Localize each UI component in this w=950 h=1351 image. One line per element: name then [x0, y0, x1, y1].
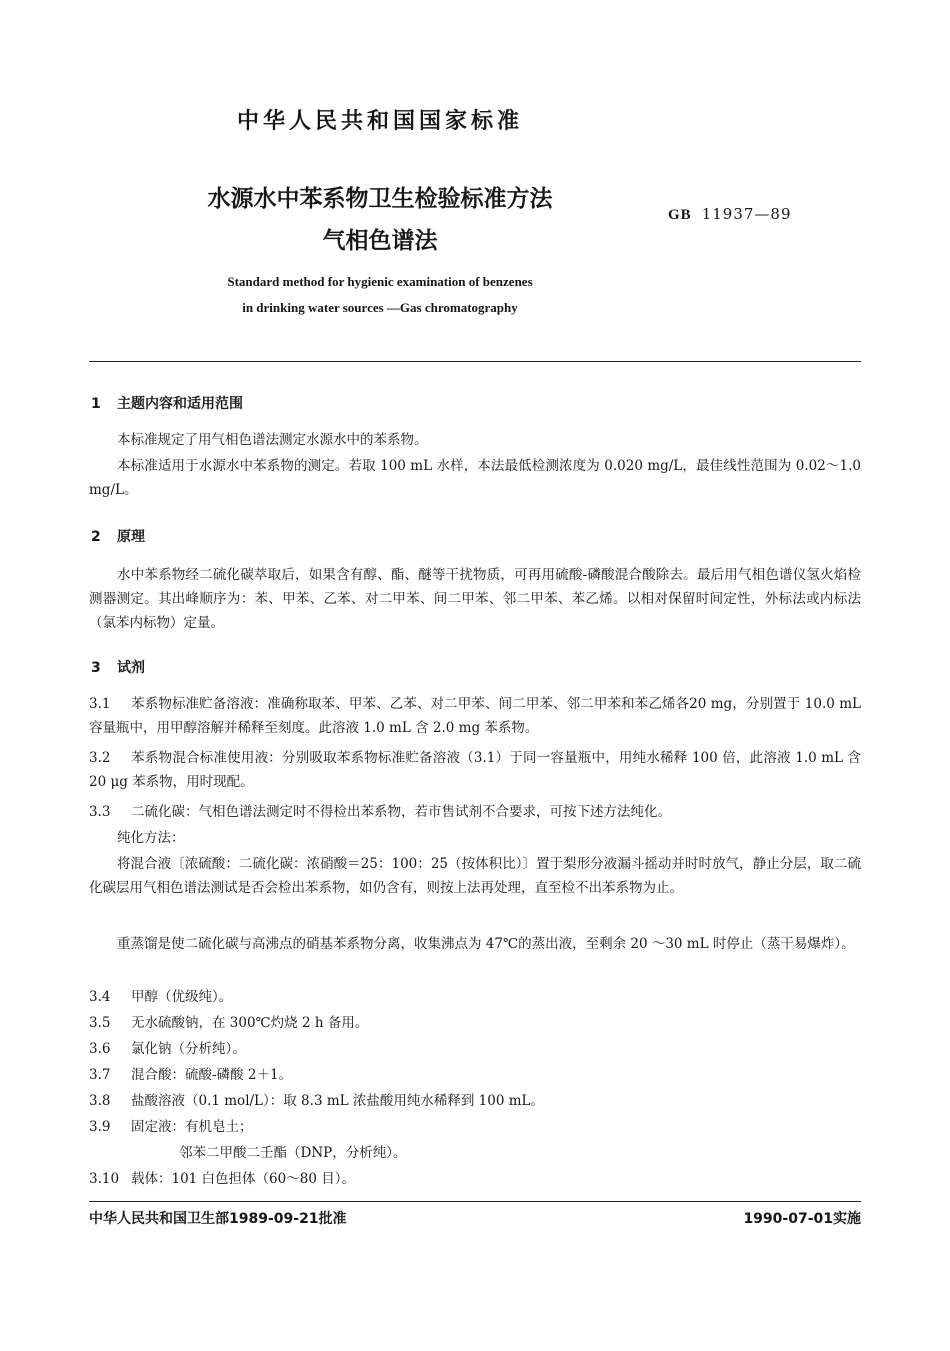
header-divider: [89, 361, 861, 362]
paragraph: 本标准适用于水源水中苯系物的测定。若取 100 mL 水样，本法最低检测浓度为 0.020 mg/L，最佳线性范围为 0.02～1.0 mg/L。: [89, 458, 861, 498]
section-number: 3: [91, 660, 101, 676]
item-text: 甲醇（优级纯）。: [131, 989, 233, 1005]
item-text: 无水硫酸钠，在 300℃灼烧 2 h 备用。: [131, 1015, 369, 1031]
item-text: 苯系物标准贮备溶液：准确称取苯、甲苯、乙苯、对二甲苯、间二甲苯、邻二甲苯和苯乙烯各20 mg，分别置于 10.0 mL 容量瓶中，用甲醇溶解并稀释至刻度。此溶液 1.0 mL 含 2.0 mg 苯系物。: [89, 696, 861, 736]
list-item: [89, 1011, 861, 1035]
item-text: 载体：101 白色担体（60～80 目）。: [131, 1171, 355, 1187]
item-number: 3.4: [89, 989, 111, 1005]
list-item: [89, 985, 861, 1009]
item-text: 氯化钠（分析纯）。: [131, 1041, 246, 1057]
paragraph: 水中苯系物经二硫化碳萃取后，如果含有醇、酯、醚等干扰物质，可再用硫酸-磷酸混合酸除去。最后用气相色谱仪氢火焰检测器测定。其出峰顺序为：苯、甲苯、乙苯、对二甲苯、间二甲苯、邻二甲苯、苯乙烯。以相对保留时间定性，外标法或内标法（氯苯内标物）定量。: [89, 567, 861, 631]
item-number: 3.3: [89, 804, 111, 820]
item-number: 3.9: [89, 1119, 111, 1135]
section-title: 试剂: [117, 660, 145, 676]
item-number: 3.6: [89, 1041, 111, 1057]
effective-date: 1990-07-01: [743, 1211, 833, 1227]
footer-divider: [89, 1201, 861, 1202]
item-text: 混合酸：硫酸-磷酸 2＋1。: [131, 1067, 293, 1083]
section-title: 主题内容和适用范围: [117, 396, 243, 412]
item-text: 苯系物混合标准使用液：分别吸取苯系物标准贮备溶液（3.1）于同一容量瓶中，用纯水稀释 100 倍，此溶液 1.0 mL 含 20 μg 苯系物，用时现配。: [89, 750, 861, 790]
standard-code-number: 11937—89: [701, 205, 792, 223]
approval-line: [89, 1208, 347, 1228]
list-item: [89, 1115, 861, 1139]
document-title-line1: 水源水中苯系物卫生检验标准方法: [207, 186, 553, 212]
document-title-line2: 气相色谱法: [322, 228, 438, 254]
issuer: 中华人民共和国卫生部: [89, 1211, 229, 1227]
item-number: 3.10: [89, 1171, 120, 1187]
list-item-continuation: 邻苯二甲酸二壬酯（DNP，分析纯）。: [179, 1145, 407, 1161]
national-standard-header: 中华人民共和国国家标准: [236, 109, 523, 134]
paragraph: 重蒸馏是使二硫化碳与高沸点的硝基苯系物分离，收集沸点为 47℃的蒸出液，至剩余 20 ～30 mL 时停止（蒸干易爆炸）。: [117, 936, 855, 952]
item-number: 3.1: [89, 696, 111, 712]
item-text: 固定液：有机皂土；: [131, 1119, 253, 1135]
paragraph: 将混合液〔浓硫酸：二硫化碳：浓硝酸＝25：100：25（按体积比）〕置于梨形分液漏斗摇动并时时放气，静止分层，取二硫化碳层用气相色谱法测试是否会检出苯系物，如仍含有，则按上法再处理，直至检不出苯系物为止。: [89, 856, 861, 896]
item-number: 3.2: [89, 750, 111, 766]
section-heading: [91, 657, 145, 677]
list-item: [89, 746, 861, 794]
list-item: [89, 692, 861, 740]
item-number: 3.7: [89, 1067, 111, 1083]
english-title-line2: in drinking water sources —Gas chromatography: [242, 300, 518, 315]
section-heading: [91, 393, 243, 413]
approve-word: 批准: [318, 1211, 347, 1227]
approve-date: 1989-09-21: [229, 1211, 319, 1227]
section-title: 原理: [117, 529, 145, 545]
standard-code-prefix: GB: [668, 207, 692, 223]
list-item: [89, 1037, 861, 1061]
item-number: 3.8: [89, 1093, 111, 1109]
effective-line: [743, 1208, 861, 1228]
section-heading: [91, 526, 145, 546]
english-title-line1: Standard method for hygienic examination of benzenes: [227, 274, 533, 289]
paragraph: 本标准规定了用气相色谱法测定水源水中的苯系物。: [117, 432, 428, 448]
item-text: 二硫化碳：气相色谱法测定时不得检出苯系物，若市售试剂不合要求，可按下述方法纯化。: [131, 804, 671, 820]
standard-code: [668, 205, 792, 224]
list-item: [89, 1167, 861, 1191]
item-text: 盐酸溶液（0.1 mol/L）：取 8.3 mL 浓盐酸用纯水稀释到 100 mL。: [131, 1093, 544, 1109]
list-item: [89, 800, 861, 824]
list-item: [89, 1063, 861, 1087]
section-number: 2: [91, 529, 101, 545]
purify-label: 纯化方法：: [117, 830, 185, 846]
section-number: 1: [91, 396, 101, 412]
item-number: 3.5: [89, 1015, 111, 1031]
effective-word: 实施: [833, 1211, 861, 1227]
list-item: [89, 1089, 861, 1113]
